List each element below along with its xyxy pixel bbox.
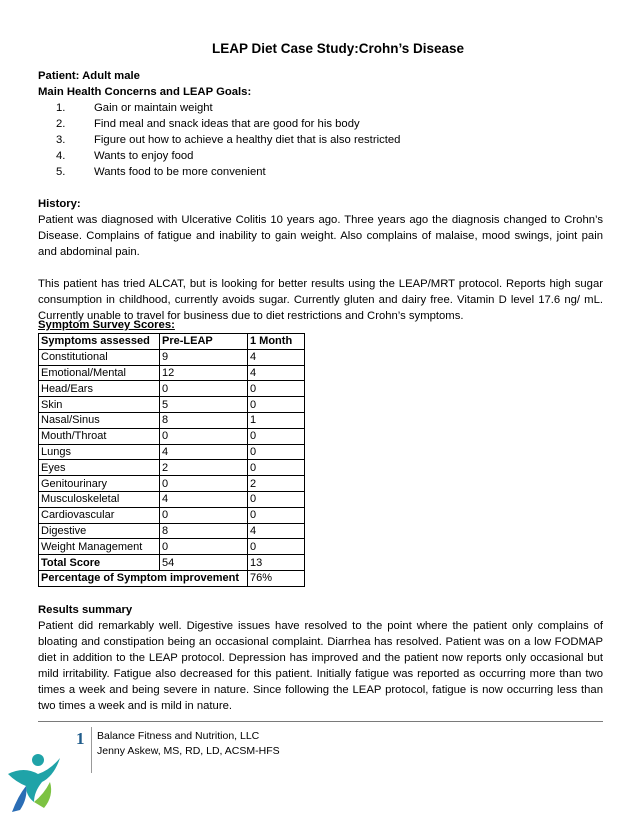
pre-leap-cell: 0 [160,507,248,523]
one-month-cell: 0 [248,491,305,507]
results-heading: Results summary [38,604,133,616]
one-month-cell: 4 [248,523,305,539]
symptom-cell: Skin [39,397,160,413]
balance-fitness-logo-icon [4,752,62,814]
pre-leap-cell: 8 [160,523,248,539]
goal-number: 3. [56,134,66,146]
one-month-cell: 0 [248,539,305,555]
goal-text: Find meal and snack ideas that are good for his body [94,118,360,130]
table-row [39,397,305,413]
symptom-cell: Digestive [39,523,160,539]
one-month-cell: 0 [248,444,305,460]
footer-rule [38,721,603,722]
one-month-cell: 0 [248,428,305,444]
history-heading: History: [38,198,81,210]
pre-leap-cell: 2 [160,460,248,476]
improvement-row [39,570,305,586]
symptom-cell: Emotional/Mental [39,365,160,381]
symptom-cell: Eyes [39,460,160,476]
table-row [39,381,305,397]
one-month-cell: 0 [248,381,305,397]
goal-text: Wants food to be more convenient [94,166,266,178]
page-number: 1 [76,729,85,748]
pre-leap-cell: 0 [160,539,248,555]
symptom-cell: Nasal/Sinus [39,412,160,428]
goal-number: 1. [56,102,66,114]
table-row [39,476,305,492]
table-row [39,460,305,476]
pre-leap-cell: 4 [160,444,248,460]
total-label: Total Score [39,555,160,571]
table-row [39,349,305,365]
header-cell: 1 Month [248,334,305,350]
table-row [39,428,305,444]
improvement-value: 76% [248,570,305,586]
header-cell: Pre-LEAP [160,334,248,350]
symptom-scores-table [38,333,305,587]
page-title: LEAP Diet Case Study:Crohn’s Disease [211,41,465,56]
table-row [39,539,305,555]
symptom-cell: Head/Ears [39,381,160,397]
total-one-month: 13 [248,555,305,571]
results-paragraph: Patient did remarkably well. Digestive issues have resolved to the point where the patient only complains of bloating and constipation being an occasional complaint. Diarrhea has resolved. Patient was on a low FODMAP diet in addition to the LEAP protocol. Depression has improved and the patient now reports only occasional but mild irritability. Fatigue also decreased for this patient. Initially fatigue was reported as occurring more than two times a week and being severe in nature. Since following the LEAP protocol, fatigue is now occurring less than two times a week and is mild in nature. [38,620,603,712]
pre-leap-cell: 5 [160,397,248,413]
symptom-cell: Musculoskeletal [39,491,160,507]
improvement-label: Percentage of Symptom improvement [39,570,248,586]
one-month-cell: 4 [248,349,305,365]
footer-author: Jenny Askew, MS, RD, LD, ACSM-HFS [97,745,280,757]
pre-leap-cell: 12 [160,365,248,381]
symptom-cell: Cardiovascular [39,507,160,523]
one-month-cell: 2 [248,476,305,492]
patient-line: Patient: Adult male [38,70,140,82]
symptom-cell: Constitutional [39,349,160,365]
table-row [39,491,305,507]
table-row [39,523,305,539]
symptom-cell: Genitourinary [39,476,160,492]
goal-number: 2. [56,118,66,130]
goal-text: Figure out how to achieve a healthy diet that is also restricted [94,134,401,146]
pre-leap-cell: 9 [160,349,248,365]
footer-company: Balance Fitness and Nutrition, LLC [97,730,260,742]
table-header-row [39,334,305,350]
one-month-cell: 0 [248,507,305,523]
goal-text: Gain or maintain weight [94,102,213,114]
history-paragraph-1: Patient was diagnosed with Ulcerative Colitis 10 years ago. Three years ago the diagnosis changed to Crohn’s Disease. Complains of fatigue and inability to gain weight. Also complains of malaise, mood swings, joint pain and abdominal pain. [38,214,603,258]
one-month-cell: 4 [248,365,305,381]
symptom-cell: Mouth/Throat [39,428,160,444]
footer-divider [91,727,92,773]
concerns-heading: Main Health Concerns and LEAP Goals: [38,86,252,98]
pre-leap-cell: 0 [160,381,248,397]
pre-leap-cell: 4 [160,491,248,507]
header-cell: Symptoms assessed [39,334,160,350]
total-pre-leap: 54 [160,555,248,571]
survey-heading: Symptom Survey Scores: [38,319,175,331]
table-row [39,444,305,460]
total-row [39,555,305,571]
table-row [39,365,305,381]
one-month-cell: 0 [248,460,305,476]
pre-leap-cell: 8 [160,412,248,428]
one-month-cell: 0 [248,397,305,413]
one-month-cell: 1 [248,412,305,428]
goal-number: 4. [56,150,66,162]
symptom-cell: Weight Management [39,539,160,555]
symptom-cell: Lungs [39,444,160,460]
history-paragraph-2: This patient has tried ALCAT, but is looking for better results using the LEAP/MRT protocol. Reports high sugar consumption in childhood, currently avoids sugar. Currently gluten and dairy free. Vitamin D level 17.6 ng/ mL. Currently unable to travel for business due to diet restrictions and Crohn’s symptoms. [38,278,603,322]
goal-text: Wants to enjoy food [94,150,194,162]
pre-leap-cell: 0 [160,428,248,444]
table-row [39,412,305,428]
pre-leap-cell: 0 [160,476,248,492]
goal-number: 5. [56,166,66,178]
table-row [39,507,305,523]
